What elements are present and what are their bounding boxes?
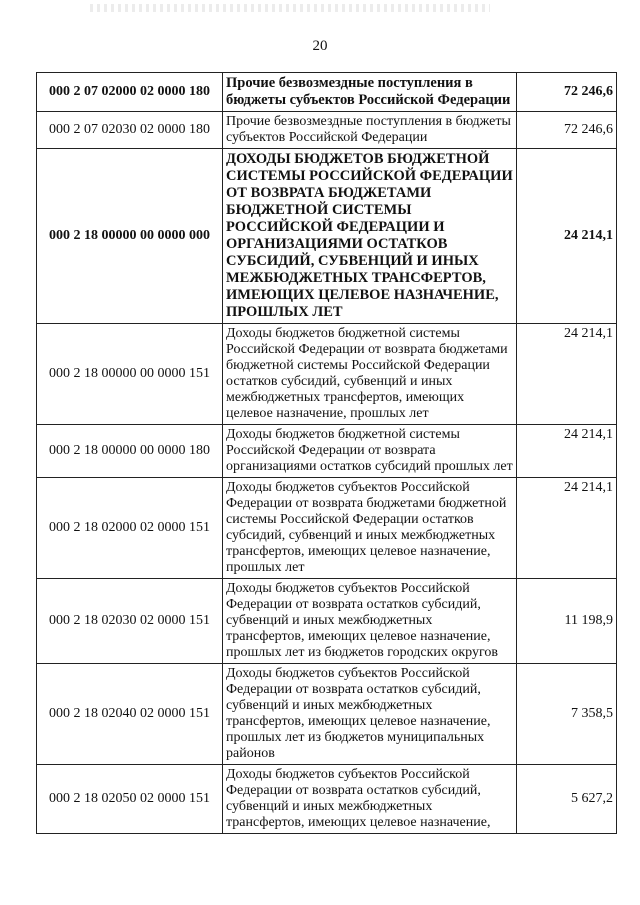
income-description-cell: Доходы бюджетов бюджетной системы Российской Федерации от возврата бюджетами бюджетной системы Российской Федерации остатков субсидий, субвенций и иных межбюджетных трансфертов, имеющих целевое назначение, прошлых лет xyxy=(223,324,517,425)
table-row xyxy=(37,765,617,834)
amount-cell: 5 627,2 xyxy=(517,765,617,834)
scan-artifact xyxy=(90,4,490,12)
table-row xyxy=(37,579,617,664)
budget-code-cell: 000 2 18 00000 00 0000 151 xyxy=(37,324,223,425)
budget-code-cell: 000 2 18 02000 02 0000 151 xyxy=(37,478,223,579)
budget-code-cell: 000 2 07 02030 02 0000 180 xyxy=(37,112,223,149)
budget-code-cell: 000 2 18 00000 00 0000 000 xyxy=(37,149,223,324)
amount-cell: 24 214,1 xyxy=(517,478,617,579)
income-description-cell: Доходы бюджетов бюджетной системы Российской Федерации от возврата организациями остатков субсидий прошлых лет xyxy=(223,425,517,478)
amount-cell: 24 214,1 xyxy=(517,149,617,324)
table-row xyxy=(37,112,617,149)
table-row xyxy=(37,478,617,579)
table-row xyxy=(37,664,617,765)
amount-cell: 24 214,1 xyxy=(517,425,617,478)
amount-cell: 72 246,6 xyxy=(517,112,617,149)
income-description-cell: ДОХОДЫ БЮДЖЕТОВ БЮДЖЕТНОЙ СИСТЕМЫ РОССИЙСКОЙ ФЕДЕРАЦИИ ОТ ВОЗВРАТА БЮДЖЕТАМИ БЮДЖЕТНОЙ СИСТЕМЫ РОССИЙСКОЙ ФЕДЕРАЦИИ И ОРГАНИЗАЦИЯМИ ОСТАТКОВ СУБСИДИЙ, СУБВЕНЦИЙ И ИНЫХ МЕЖБЮДЖЕТНЫХ ТРАНСФЕРТОВ, ИМЕЮЩИХ ЦЕЛЕВОЕ НАЗНАЧЕНИЕ, ПРОШЛЫХ ЛЕТ xyxy=(223,149,517,324)
page-number: 20 xyxy=(312,38,328,54)
budget-code-cell: 000 2 07 02000 02 0000 180 xyxy=(37,73,223,112)
table-row xyxy=(37,73,617,112)
table-row xyxy=(37,149,617,324)
amount-cell: 72 246,6 xyxy=(517,73,617,112)
amount-cell: 11 198,9 xyxy=(517,579,617,664)
table-row xyxy=(37,324,617,425)
amount-cell: 7 358,5 xyxy=(517,664,617,765)
income-description-cell: Доходы бюджетов субъектов Российской Федерации от возврата остатков субсидий, субвенций и иных межбюджетных трансфертов, имеющих целевое назначение, xyxy=(223,765,517,834)
budget-code-cell: 000 2 18 02040 02 0000 151 xyxy=(37,664,223,765)
income-description-cell: Доходы бюджетов субъектов Российской Федерации от возврата бюджетами бюджетной системы Российской Федерации остатков субсидий, субвенций и иных межбюджетных трансфертов, имеющих целевое назначение, прошлых лет xyxy=(223,478,517,579)
income-description-cell: Доходы бюджетов субъектов Российской Федерации от возврата остатков субсидий, субвенций и иных межбюджетных трансфертов, имеющих целевое назначение, прошлых лет из бюджетов городских округов xyxy=(223,579,517,664)
budget-code-cell: 000 2 18 02030 02 0000 151 xyxy=(37,579,223,664)
income-description-cell: Доходы бюджетов субъектов Российской Федерации от возврата остатков субсидий, субвенций и иных межбюджетных трансфертов, имеющих целевое назначение, прошлых лет из бюджетов муниципальных районов xyxy=(223,664,517,765)
income-description-cell: Прочие безвозмездные поступления в бюджеты субъектов Российской Федерации xyxy=(223,73,517,112)
table-row xyxy=(37,425,617,478)
budget-code-cell: 000 2 18 00000 00 0000 180 xyxy=(37,425,223,478)
income-description-cell: Прочие безвозмездные поступления в бюджеты субъектов Российской Федерации xyxy=(223,112,517,149)
budget-code-cell: 000 2 18 02050 02 0000 151 xyxy=(37,765,223,834)
amount-cell: 24 214,1 xyxy=(517,324,617,425)
budget-income-table xyxy=(36,72,617,834)
